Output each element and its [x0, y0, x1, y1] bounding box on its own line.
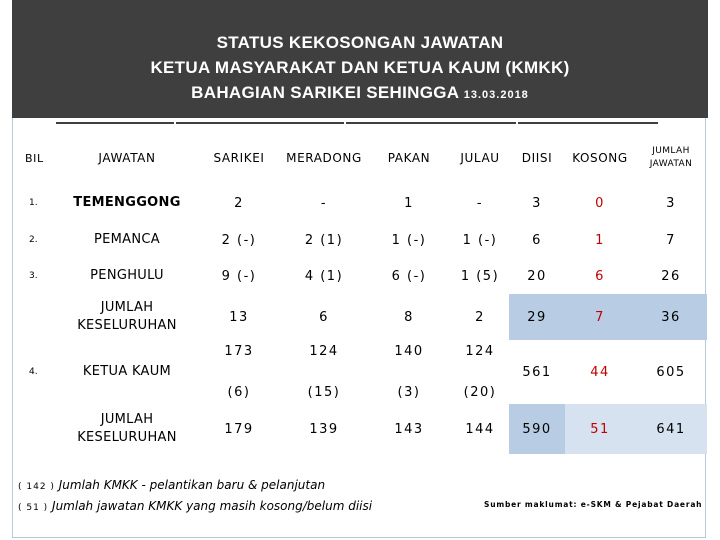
cell-julau	[451, 340, 509, 404]
cell-meradong-vacant: (15)	[307, 385, 341, 400]
subtotal-label-line2: KESELURUHAN	[77, 318, 177, 333]
cell-diisi: 29	[509, 294, 565, 340]
cell-meradong: 2 (1)	[304, 232, 344, 248]
subtotal-row	[13, 404, 707, 454]
header-kosong: KOSONG	[572, 151, 628, 165]
footnote-line-2	[18, 497, 372, 518]
cell-kosong: 1	[595, 232, 605, 248]
title-line-3	[12, 83, 708, 103]
cell-sarikei: 13	[229, 309, 249, 325]
table-row	[13, 222, 707, 258]
cell-jumlah: 36	[635, 294, 707, 340]
cell-julau: 2	[475, 309, 485, 325]
subtotal-label-line1: JUMLAH	[100, 300, 154, 315]
footnote-text-1: Jumlah KMKK - pelantikan baru & pelanjutan	[58, 478, 326, 492]
header-julau: JULAU	[460, 151, 500, 165]
subtotal-label-line2: KESELURUHAN	[77, 430, 177, 445]
cell-kosong: 44	[590, 364, 610, 380]
header-bil: BIL	[25, 151, 44, 165]
cell-sarikei-vacant: (6)	[227, 385, 251, 400]
cell-diisi: 20	[527, 268, 547, 284]
title-line-3-prefix: BAHAGIAN SARIKEI SEHINGGA	[191, 83, 464, 102]
cell-pakan: 8	[404, 309, 414, 325]
cell-julau: 1 (5)	[460, 268, 500, 284]
cell-meradong: 4 (1)	[304, 268, 344, 284]
header-jumlah-jawatan	[635, 132, 707, 184]
cell-julau-vacant: (20)	[463, 385, 497, 400]
vacancy-table	[13, 132, 707, 454]
cell-sarikei	[197, 340, 281, 404]
cell-sarikei: 179	[224, 421, 254, 437]
cell-kosong: 0	[595, 195, 605, 211]
footnote-text-2: Jumlah jawatan KMKK yang masih kosong/belum diisi	[52, 499, 373, 513]
cell-julau: -	[476, 195, 484, 211]
cell-diisi: 561	[522, 364, 552, 380]
cell-sarikei-filled: 173	[224, 344, 254, 359]
footnote-key-1: ( 142 )	[18, 482, 55, 492]
header-row	[13, 132, 707, 184]
cell-pakan: 1 (-)	[391, 232, 427, 248]
header-jumlah-line1: JUMLAH	[652, 146, 690, 156]
title-line-2: KETUA MASYARAKAT DAN KETUA KAUM (KMKK)	[150, 58, 570, 77]
cell-diisi: 6	[532, 232, 542, 248]
source-note: Sumber maklumat: e-SKM & Pejabat Daerah	[484, 500, 703, 509]
cell-pakan: 143	[394, 421, 424, 437]
header-jumlah-line2: JAWATAN	[649, 159, 693, 169]
cell-meradong-filled: 124	[309, 344, 339, 359]
footnote-line-1	[18, 476, 372, 497]
cell-kosong: 7	[565, 294, 635, 340]
row-jawatan	[57, 404, 197, 454]
cell-pakan-filled: 140	[394, 344, 424, 359]
cell-kosong: 51	[565, 404, 635, 454]
cell-jumlah: 7	[666, 232, 676, 248]
table-row	[13, 184, 707, 222]
cell-sarikei: 2 (-)	[221, 232, 257, 248]
cell-pakan: 1	[404, 195, 414, 211]
row-jawatan: PEMANCA	[94, 232, 160, 247]
row-jawatan: KETUA KAUM	[82, 364, 172, 379]
footnote	[18, 476, 372, 518]
header-diisi: DIISI	[521, 151, 553, 165]
cell-julau: 1 (-)	[462, 232, 498, 248]
row-bil	[13, 294, 57, 340]
subtotal-row	[13, 294, 707, 340]
cell-kosong: 6	[595, 268, 605, 284]
cell-pakan: 6 (-)	[391, 268, 427, 284]
cell-jumlah: 641	[635, 404, 707, 454]
cell-diisi: 590	[509, 404, 565, 454]
row-jawatan	[57, 294, 197, 340]
title-line-1: STATUS KEKOSONGAN JAWATAN	[216, 33, 504, 52]
title-banner	[12, 0, 708, 118]
cell-meradong	[281, 340, 367, 404]
cell-jumlah: 605	[656, 364, 686, 380]
header-sarikei: SARIKEI	[213, 151, 265, 165]
header-jawatan: JAWATAN	[98, 151, 156, 165]
subtotal-label-line1: JUMLAH	[100, 412, 154, 427]
row-bil	[13, 404, 57, 454]
row-bil: 1.	[29, 198, 38, 208]
cell-pakan-vacant: (3)	[397, 385, 421, 400]
cell-meradong: 139	[309, 421, 339, 437]
cell-julau: 144	[465, 421, 495, 437]
row-jawatan: TEMENGGONG	[73, 195, 181, 210]
cell-pakan	[367, 340, 451, 404]
footnote-key-2: ( 51 )	[18, 503, 49, 513]
cell-diisi: 3	[532, 195, 542, 211]
row-bil: 4.	[29, 367, 38, 377]
title-date: 13.03.2018	[463, 89, 529, 101]
cell-jumlah: 3	[666, 195, 676, 211]
cell-sarikei: 9 (-)	[221, 268, 257, 284]
cell-meradong: 6	[319, 309, 329, 325]
header-meradong: MERADONG	[286, 151, 362, 165]
cell-jumlah: 26	[661, 268, 681, 284]
header-pakan: PAKAN	[387, 151, 431, 165]
row-bil: 3.	[29, 271, 38, 281]
cell-julau-filled: 124	[465, 344, 495, 359]
row-bil: 2.	[29, 235, 38, 245]
cell-sarikei: 2	[234, 195, 244, 211]
table-row	[13, 258, 707, 294]
table-row	[13, 340, 707, 404]
cell-meradong: -	[320, 195, 328, 211]
row-jawatan: PENGHULU	[90, 268, 164, 283]
